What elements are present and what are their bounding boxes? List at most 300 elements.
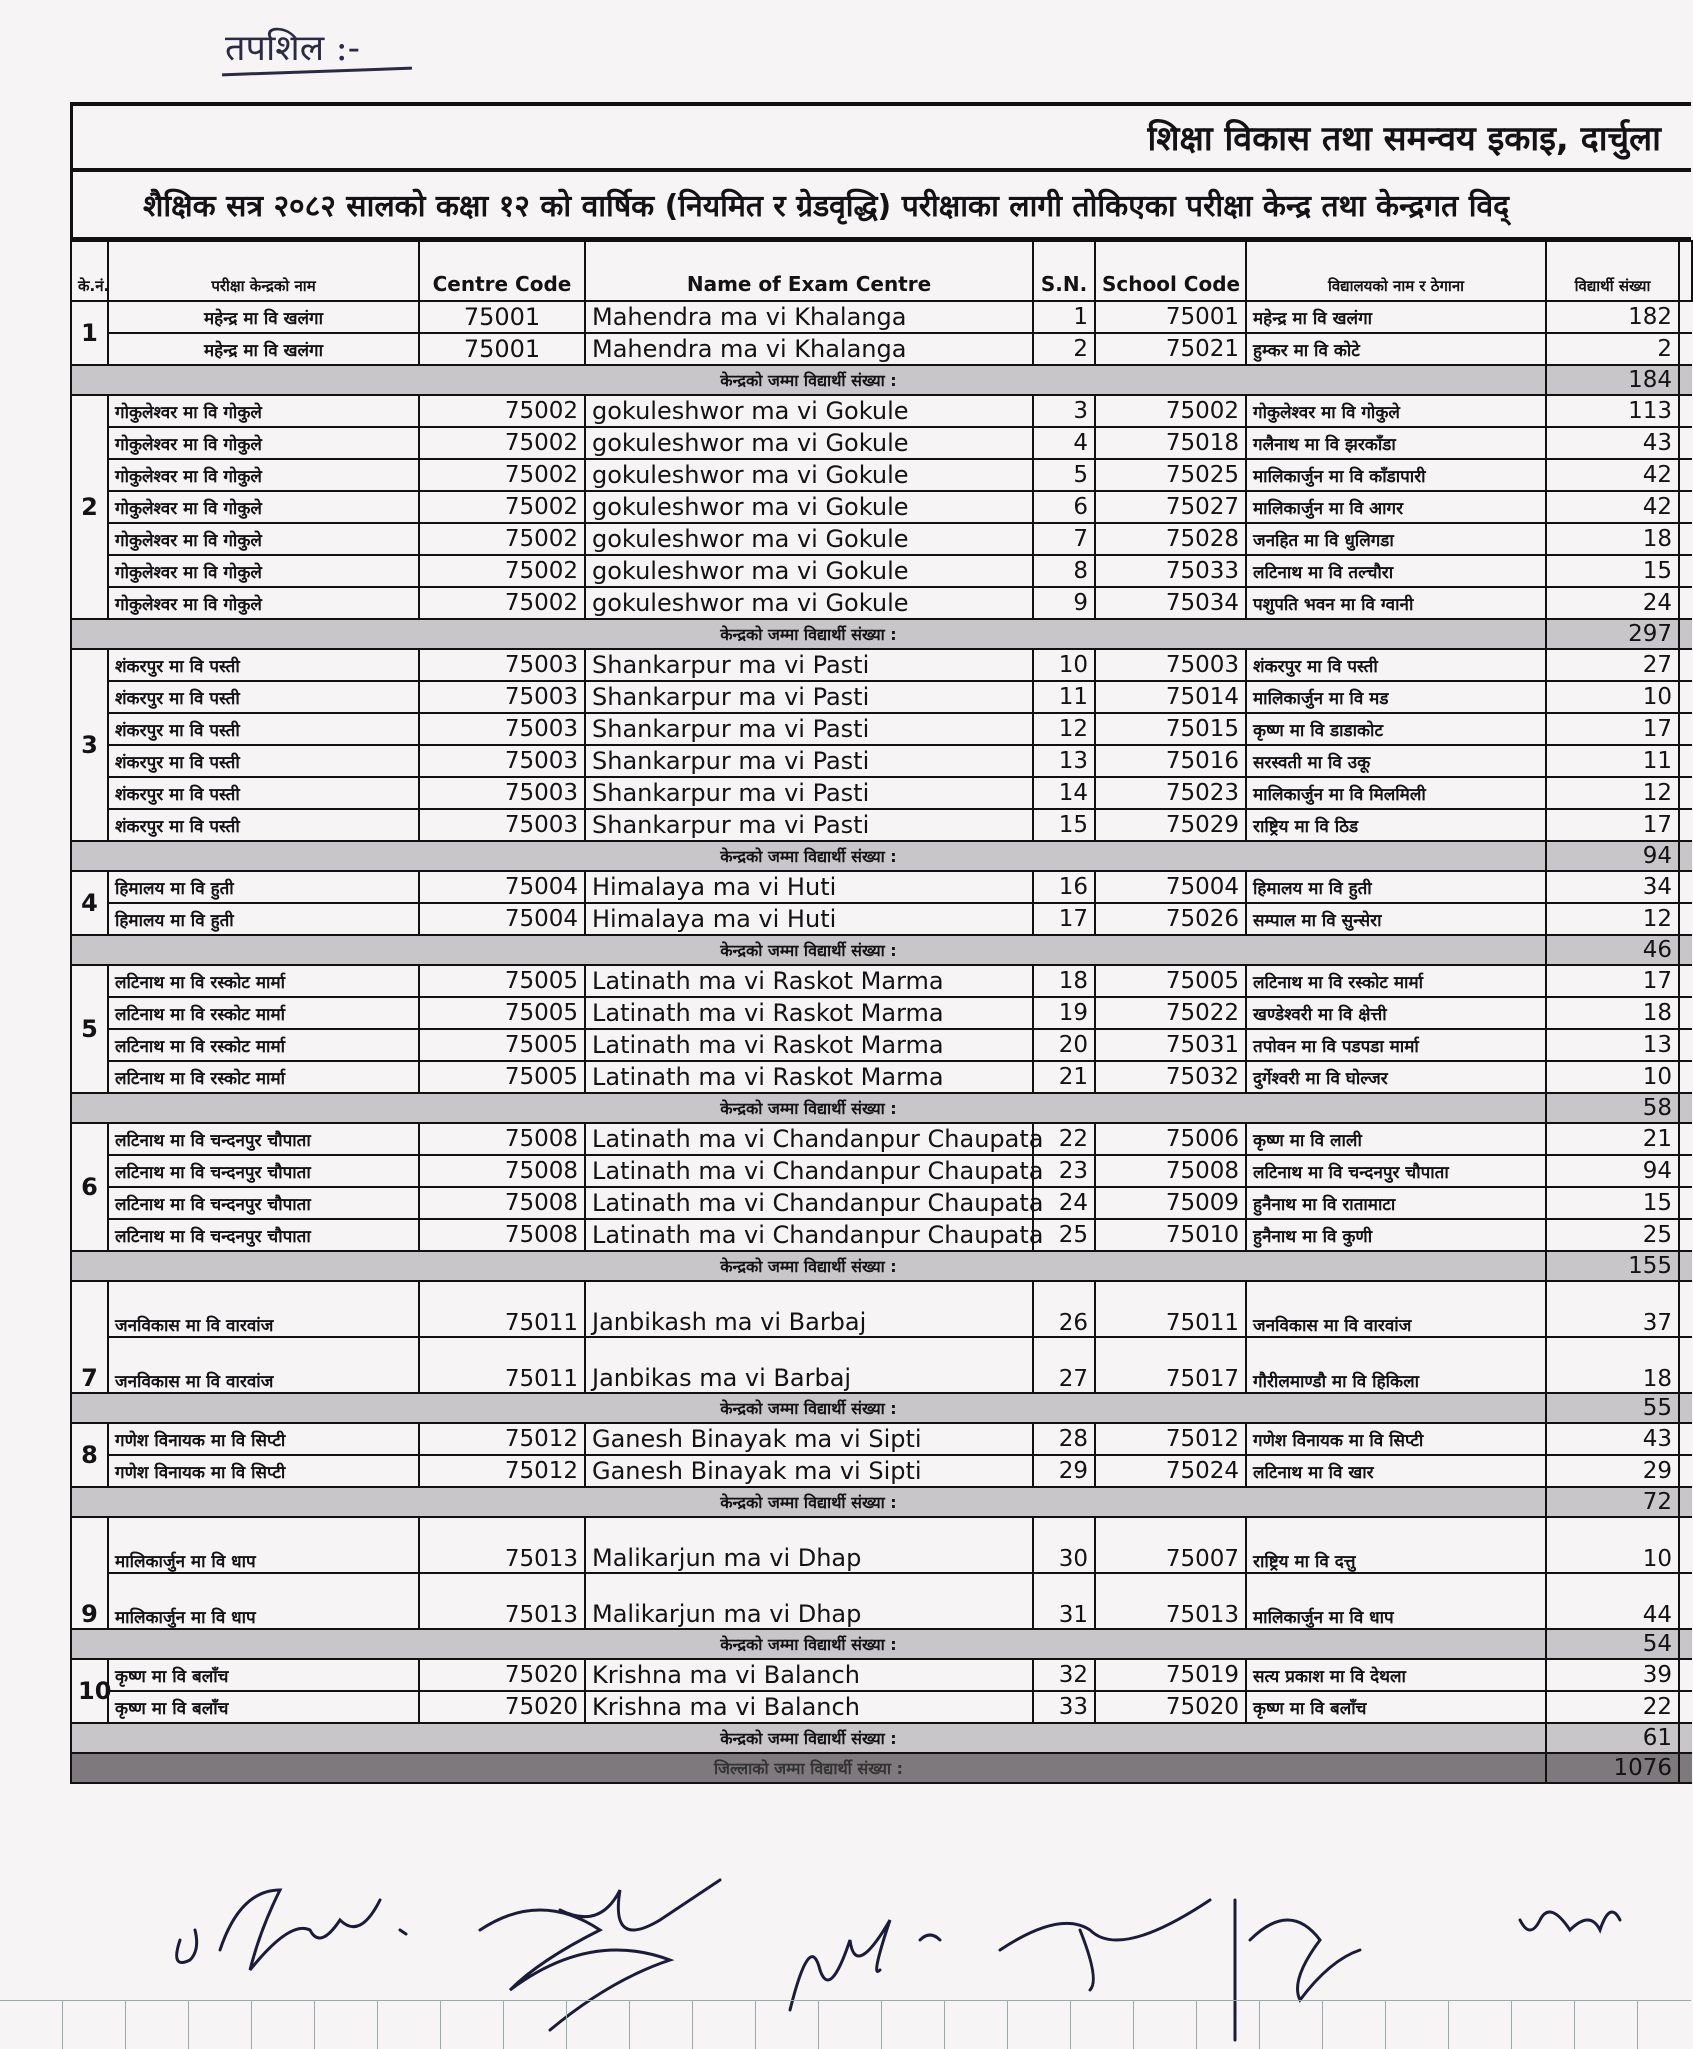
school-code: 75001 (1095, 301, 1246, 333)
table-row (71, 1455, 1692, 1487)
centre-code: 75005 (419, 1029, 585, 1061)
subtotal-row (71, 1251, 1692, 1281)
school-name-nepali: गणेश विनायक मा वि सिप्टी (1246, 1423, 1546, 1455)
cutoff-column-cell (1679, 459, 1692, 491)
table-row (71, 681, 1692, 713)
serial-number: 30 (1033, 1517, 1095, 1573)
col-header-kn: के.नं. (71, 241, 108, 301)
cutoff-column-cell (1679, 301, 1692, 333)
school-code: 75015 (1095, 713, 1246, 745)
centre-name-english: Shankarpur ma vi Pasti (585, 745, 1033, 777)
school-name-nepali: लटिनाथ मा वि तल्चौरा (1246, 555, 1546, 587)
subtotal-value: 94 (1546, 841, 1679, 871)
school-name-nepali: सरस्वती मा वि उकू (1246, 745, 1546, 777)
school-code: 75033 (1095, 555, 1246, 587)
centre-name-nepali: गोकुलेश्वर मा वि गोकुले (108, 587, 419, 619)
subtitle-row (70, 168, 1691, 240)
centre-code: 75003 (419, 809, 585, 841)
centre-name-english: Krishna ma vi Balanch (585, 1659, 1033, 1691)
subtotal-row (71, 619, 1692, 649)
school-name-nepali: लटिनाथ मा वि खार (1246, 1455, 1546, 1487)
subtotal-row (71, 1487, 1692, 1517)
school-code: 75021 (1095, 333, 1246, 365)
subtotal-row (71, 1723, 1692, 1753)
serial-number: 29 (1033, 1455, 1095, 1487)
centre-name-nepali: मालिकार्जुन मा वि धाप (108, 1517, 419, 1573)
school-code: 75029 (1095, 809, 1246, 841)
signature-1 (177, 1890, 406, 1970)
centre-code: 75002 (419, 523, 585, 555)
subtotal-row (71, 1093, 1692, 1123)
centre-number: 9 (71, 1517, 108, 1629)
school-code: 75027 (1095, 491, 1246, 523)
centre-code: 75003 (419, 649, 585, 681)
table-row (71, 713, 1692, 745)
col-header-centre-np: परीक्षा केन्द्रको नाम (108, 241, 419, 301)
student-count: 25 (1546, 1219, 1679, 1251)
table-row (71, 301, 1692, 333)
student-count: 182 (1546, 301, 1679, 333)
school-code: 75014 (1095, 681, 1246, 713)
cutoff-column-cell (1679, 713, 1692, 745)
centre-name-english: Mahendra ma vi Khalanga (585, 333, 1033, 365)
centre-name-english: Latinath ma vi Chandanpur Chaupata (585, 1187, 1033, 1219)
centre-name-nepali: लटिनाथ मा वि रस्कोट मार्मा (108, 965, 419, 997)
centre-name-nepali: हिमालय मा वि हुती (108, 871, 419, 903)
table-row (71, 1029, 1692, 1061)
subtotal-label: केन्द्रको जम्मा विद्यार्थी संख्या : (71, 1393, 1546, 1423)
student-count: 10 (1546, 1517, 1679, 1573)
col-header-cutoff (1679, 241, 1692, 301)
table-row (71, 903, 1692, 935)
centre-name-nepali: शंकरपुर मा वि पस्ती (108, 809, 419, 841)
centre-code: 75002 (419, 587, 585, 619)
centre-number: 8 (71, 1423, 108, 1487)
centre-name-english: Krishna ma vi Balanch (585, 1691, 1033, 1723)
centre-code: 75002 (419, 459, 585, 491)
centre-code: 75011 (419, 1281, 585, 1337)
serial-number: 33 (1033, 1691, 1095, 1723)
serial-number: 28 (1033, 1423, 1095, 1455)
school-code: 75028 (1095, 523, 1246, 555)
centre-name-english: Malikarjun ma vi Dhap (585, 1573, 1033, 1629)
table-row (71, 587, 1692, 619)
serial-number: 21 (1033, 1061, 1095, 1093)
cutoff-column-cell (1679, 365, 1692, 395)
school-name-nepali: मालिकार्जुन मा वि काँडापारी (1246, 459, 1546, 491)
school-name-nepali: कृष्ण मा वि बलाँच (1246, 1691, 1546, 1723)
grand-total-value: 1076 (1546, 1753, 1679, 1783)
cutoff-column-cell (1679, 395, 1692, 427)
centre-code: 75002 (419, 395, 585, 427)
student-count: 43 (1546, 427, 1679, 459)
centre-name-english: Shankarpur ma vi Pasti (585, 649, 1033, 681)
subtotal-label: केन्द्रको जम्मा विद्यार्थी संख्या : (71, 1723, 1546, 1753)
subtotal-value: 46 (1546, 935, 1679, 965)
centre-name-english: Janbikas ma vi Barbaj (585, 1337, 1033, 1393)
cutoff-column-cell (1679, 903, 1692, 935)
table-row (71, 1219, 1692, 1251)
cutoff-column-cell (1679, 1029, 1692, 1061)
cutoff-column-cell (1679, 1281, 1692, 1337)
cutoff-column-cell (1679, 1393, 1692, 1423)
cutoff-column-cell (1679, 777, 1692, 809)
centre-name-nepali: गोकुलेश्वर मा वि गोकुले (108, 491, 419, 523)
table-row (71, 649, 1692, 681)
centre-name-english: Shankarpur ma vi Pasti (585, 809, 1033, 841)
school-name-nepali: शंकरपुर मा वि पस्ती (1246, 649, 1546, 681)
cutoff-column-cell (1679, 1423, 1692, 1455)
school-name-nepali: हुनैनाथ मा वि रातामाटा (1246, 1187, 1546, 1219)
student-count: 21 (1546, 1123, 1679, 1155)
centre-name-english: gokuleshwor ma vi Gokule (585, 427, 1033, 459)
table-row (71, 1337, 1692, 1393)
student-count: 15 (1546, 1187, 1679, 1219)
centre-name-nepali: शंकरपुर मा वि पस्ती (108, 777, 419, 809)
centre-name-english: Janbikash ma vi Barbaj (585, 1281, 1033, 1337)
serial-number: 14 (1033, 777, 1095, 809)
school-code: 75022 (1095, 997, 1246, 1029)
centre-code: 75002 (419, 555, 585, 587)
centre-code: 75013 (419, 1573, 585, 1629)
cutoff-column-cell (1679, 965, 1692, 997)
centre-number: 3 (71, 649, 108, 841)
school-code: 75006 (1095, 1123, 1246, 1155)
student-count: 42 (1546, 459, 1679, 491)
school-name-nepali: जनविकास मा वि वारवांज (1246, 1281, 1546, 1337)
cutoff-column-cell (1679, 491, 1692, 523)
school-code: 75002 (1095, 395, 1246, 427)
centre-code: 75013 (419, 1517, 585, 1573)
cutoff-column-cell (1679, 745, 1692, 777)
centre-name-english: gokuleshwor ma vi Gokule (585, 587, 1033, 619)
centre-name-nepali: लटिनाथ मा वि रस्कोट मार्मा (108, 1061, 419, 1093)
signature-3 (790, 1920, 940, 2010)
school-name-nepali: तपोवन मा वि पडपडा मार्मा (1246, 1029, 1546, 1061)
centre-name-nepali: शंकरपुर मा वि पस्ती (108, 713, 419, 745)
centre-code: 75004 (419, 871, 585, 903)
table-row (71, 809, 1692, 841)
centre-code: 75003 (419, 777, 585, 809)
table-row (71, 1573, 1692, 1629)
office-title: शिक्षा विकास तथा समन्वय इकाइ, दार्चुला (1147, 119, 1661, 159)
cutoff-column-cell (1679, 333, 1692, 365)
subtotal-label: केन्द्रको जम्मा विद्यार्थी संख्या : (71, 1487, 1546, 1517)
student-count: 17 (1546, 809, 1679, 841)
student-count: 11 (1546, 745, 1679, 777)
centre-code: 75012 (419, 1423, 585, 1455)
centre-name-nepali: हिमालय मा वि हुती (108, 903, 419, 935)
centre-code: 75005 (419, 965, 585, 997)
school-code: 75013 (1095, 1573, 1246, 1629)
school-name-nepali: राष्ट्रिय मा वि ठिड (1246, 809, 1546, 841)
school-name-nepali: हिमालय मा वि हुती (1246, 871, 1546, 903)
centre-name-nepali: महेन्द्र मा वि खलंगा (108, 301, 419, 333)
centre-code: 75005 (419, 1061, 585, 1093)
exam-centre-table (70, 240, 1693, 1784)
school-code: 75012 (1095, 1423, 1246, 1455)
table-row (71, 1691, 1692, 1723)
subtotal-row (71, 1629, 1692, 1659)
student-count: 15 (1546, 555, 1679, 587)
serial-number: 23 (1033, 1155, 1095, 1187)
cutoff-column-cell (1679, 427, 1692, 459)
serial-number: 9 (1033, 587, 1095, 619)
serial-number: 22 (1033, 1123, 1095, 1155)
school-code: 75008 (1095, 1155, 1246, 1187)
centre-name-english: gokuleshwor ma vi Gokule (585, 491, 1033, 523)
school-code: 75010 (1095, 1219, 1246, 1251)
cutoff-column-cell (1679, 523, 1692, 555)
centre-code: 75003 (419, 681, 585, 713)
centre-name-english: Himalaya ma vi Huti (585, 871, 1033, 903)
centre-name-english: Latinath ma vi Raskot Marma (585, 997, 1033, 1029)
cutoff-column-cell (1679, 1659, 1692, 1691)
subtotal-value: 55 (1546, 1393, 1679, 1423)
centre-code: 75020 (419, 1659, 585, 1691)
centre-code: 75008 (419, 1219, 585, 1251)
table-row (71, 1659, 1692, 1691)
table-row (71, 1187, 1692, 1219)
centre-number: 1 (71, 301, 108, 365)
student-count: 17 (1546, 713, 1679, 745)
centre-code: 75004 (419, 903, 585, 935)
school-name-nepali: हुनैनाथ मा वि कुणी (1246, 1219, 1546, 1251)
subtotal-row (71, 1393, 1692, 1423)
subtotal-label: केन्द्रको जम्मा विद्यार्थी संख्या : (71, 841, 1546, 871)
cutoff-column-cell (1679, 1187, 1692, 1219)
centre-code: 75008 (419, 1155, 585, 1187)
subtotal-row (71, 935, 1692, 965)
subtotal-label: केन्द्रको जम्मा विद्यार्थी संख्या : (71, 935, 1546, 965)
student-count: 10 (1546, 681, 1679, 713)
col-header-sn: S.N. (1033, 241, 1095, 301)
student-count: 18 (1546, 523, 1679, 555)
centre-name-nepali: गोकुलेश्वर मा वि गोकुले (108, 427, 419, 459)
serial-number: 18 (1033, 965, 1095, 997)
cutoff-column-cell (1679, 809, 1692, 841)
col-header-students: विद्यार्थी संख्या (1546, 241, 1679, 301)
cutoff-column-cell (1679, 555, 1692, 587)
serial-number: 3 (1033, 395, 1095, 427)
cutoff-column-cell (1679, 681, 1692, 713)
centre-name-nepali: मालिकार्जुन मा वि धाप (108, 1573, 419, 1629)
centre-name-english: Mahendra ma vi Khalanga (585, 301, 1033, 333)
table-row (71, 1423, 1692, 1455)
table-row (71, 1517, 1692, 1573)
school-code: 75023 (1095, 777, 1246, 809)
subtotal-value: 155 (1546, 1251, 1679, 1281)
centre-name-english: Ganesh Binayak ma vi Sipti (585, 1423, 1033, 1455)
centre-name-nepali: लटिनाथ मा वि चन्दनपुर चौपाता (108, 1219, 419, 1251)
school-code: 75031 (1095, 1029, 1246, 1061)
school-name-nepali: दुर्गेश्वरी मा वि घोल्जर (1246, 1061, 1546, 1093)
subtotal-value: 61 (1546, 1723, 1679, 1753)
school-code: 75020 (1095, 1691, 1246, 1723)
exam-centre-sheet (70, 102, 1691, 1784)
cutoff-column-cell (1679, 1629, 1692, 1659)
school-name-nepali: गोकुलेश्वर मा वि गोकुले (1246, 395, 1546, 427)
student-count: 44 (1546, 1573, 1679, 1629)
subtotal-row (71, 365, 1692, 395)
student-count: 13 (1546, 1029, 1679, 1061)
table-row (71, 1155, 1692, 1187)
school-code: 75018 (1095, 427, 1246, 459)
table-row (71, 997, 1692, 1029)
column-header-row (71, 241, 1692, 301)
cutoff-column-cell (1679, 1573, 1692, 1629)
subtotal-label: केन्द्रको जम्मा विद्यार्थी संख्या : (71, 619, 1546, 649)
centre-name-english: Shankarpur ma vi Pasti (585, 777, 1033, 809)
centre-name-english: gokuleshwor ma vi Gokule (585, 395, 1033, 427)
handwritten-note: तपशिल :- (225, 28, 360, 69)
centre-number: 2 (71, 395, 108, 619)
centre-number: 10 (71, 1659, 108, 1723)
centre-name-english: Latinath ma vi Raskot Marma (585, 1061, 1033, 1093)
centre-code: 75008 (419, 1123, 585, 1155)
serial-number: 5 (1033, 459, 1095, 491)
serial-number: 26 (1033, 1281, 1095, 1337)
school-code: 75024 (1095, 1455, 1246, 1487)
cutoff-column-cell (1679, 1455, 1692, 1487)
centre-name-nepali: गोकुलेश्वर मा वि गोकुले (108, 523, 419, 555)
school-code: 75011 (1095, 1281, 1246, 1337)
centre-name-english: gokuleshwor ma vi Gokule (585, 523, 1033, 555)
centre-name-english: Ganesh Binayak ma vi Sipti (585, 1455, 1033, 1487)
cutoff-column-cell (1679, 1691, 1692, 1723)
centre-name-nepali: गोकुलेश्वर मा वि गोकुले (108, 459, 419, 491)
centre-code: 75001 (419, 301, 585, 333)
subtotal-value: 184 (1546, 365, 1679, 395)
school-code: 75034 (1095, 587, 1246, 619)
cutoff-column-cell (1679, 1337, 1692, 1393)
centre-name-nepali: लटिनाथ मा वि रस्कोट मार्मा (108, 1029, 419, 1061)
centre-name-english: Latinath ma vi Raskot Marma (585, 965, 1033, 997)
table-row (71, 777, 1692, 809)
subtotal-value: 58 (1546, 1093, 1679, 1123)
centre-number: 6 (71, 1123, 108, 1251)
notebook-grid (0, 2000, 1691, 2049)
centre-name-nepali: लटिनाथ मा वि चन्दनपुर चौपाता (108, 1123, 419, 1155)
school-code: 75025 (1095, 459, 1246, 491)
cutoff-column-cell (1679, 649, 1692, 681)
student-count: 2 (1546, 333, 1679, 365)
subtotal-label: केन्द्रको जम्मा विद्यार्थी संख्या : (71, 365, 1546, 395)
cutoff-column-cell (1679, 619, 1692, 649)
table-row (71, 427, 1692, 459)
school-code: 75017 (1095, 1337, 1246, 1393)
school-name-nepali: लटिनाथ मा वि रस्कोट मार्मा (1246, 965, 1546, 997)
school-code: 75009 (1095, 1187, 1246, 1219)
school-name-nepali: मालिकार्जुन मा वि मड (1246, 681, 1546, 713)
col-header-centre-en: Name of Exam Centre (585, 241, 1033, 301)
table-row (71, 395, 1692, 427)
serial-number: 7 (1033, 523, 1095, 555)
table-row (71, 459, 1692, 491)
cutoff-column-cell (1679, 841, 1692, 871)
centre-code: 75011 (419, 1337, 585, 1393)
school-name-nepali: हुम्कर मा वि कोटे (1246, 333, 1546, 365)
centre-code: 75001 (419, 333, 585, 365)
school-name-nepali: गौरीलमाण्डौ मा वि हिकिला (1246, 1337, 1546, 1393)
serial-number: 6 (1033, 491, 1095, 523)
centre-code: 75003 (419, 745, 585, 777)
cutoff-column-cell (1679, 1123, 1692, 1155)
cutoff-column-cell (1679, 1753, 1692, 1783)
centre-name-nepali: कृष्ण मा वि बलाँच (108, 1659, 419, 1691)
serial-number: 17 (1033, 903, 1095, 935)
subtotal-label: केन्द्रको जम्मा विद्यार्थी संख्या : (71, 1251, 1546, 1281)
serial-number: 15 (1033, 809, 1095, 841)
table-row (71, 523, 1692, 555)
centre-name-nepali: जनविकास मा वि वारवांज (108, 1281, 419, 1337)
grand-total-row (71, 1753, 1692, 1783)
school-name-nepali: राष्ट्रिय मा वि दत्तु (1246, 1517, 1546, 1573)
serial-number: 32 (1033, 1659, 1095, 1691)
subtotal-value: 297 (1546, 619, 1679, 649)
table-row (71, 1061, 1692, 1093)
subtotal-row (71, 841, 1692, 871)
cutoff-column-cell (1679, 1723, 1692, 1753)
centre-name-nepali: शंकरपुर मा वि पस्ती (108, 681, 419, 713)
school-code: 75019 (1095, 1659, 1246, 1691)
serial-number: 27 (1033, 1337, 1095, 1393)
centre-name-english: Malikarjun ma vi Dhap (585, 1517, 1033, 1573)
table-body (71, 301, 1692, 1783)
student-count: 37 (1546, 1281, 1679, 1337)
student-count: 42 (1546, 491, 1679, 523)
centre-code: 75002 (419, 491, 585, 523)
school-name-nepali: जनहित मा वि धुलिगडा (1246, 523, 1546, 555)
document-subtitle: शैक्षिक सत्र २०८२ सालको कक्षा १२ को वार्षिक (नियमित र ग्रेडवृद्धि) परीक्षाका लागी तोकिएका परीक्षा केन्द्र तथा केन्द्रगत विद् (143, 189, 1510, 224)
cutoff-column-cell (1679, 587, 1692, 619)
school-name-nepali: कृष्ण मा वि लाली (1246, 1123, 1546, 1155)
cutoff-column-cell (1679, 935, 1692, 965)
cutoff-column-cell (1679, 1219, 1692, 1251)
serial-number: 11 (1033, 681, 1095, 713)
centre-name-nepali: गणेश विनायक मा वि सिप्टी (108, 1455, 419, 1487)
school-code: 75003 (1095, 649, 1246, 681)
serial-number: 20 (1033, 1029, 1095, 1061)
subtotal-label: केन्द्रको जम्मा विद्यार्थी संख्या : (71, 1093, 1546, 1123)
serial-number: 12 (1033, 713, 1095, 745)
centre-name-nepali: कृष्ण मा वि बलाँच (108, 1691, 419, 1723)
school-code: 75016 (1095, 745, 1246, 777)
centre-name-nepali: शंकरपुर मा वि पस्ती (108, 745, 419, 777)
centre-number: 7 (71, 1281, 108, 1393)
school-name-nepali: मालिकार्जुन मा वि आगर (1246, 491, 1546, 523)
cutoff-column-cell (1679, 1061, 1692, 1093)
table-row (71, 965, 1692, 997)
centre-code: 75003 (419, 713, 585, 745)
school-name-nepali: मालिकार्जुन मा वि मिलमिली (1246, 777, 1546, 809)
centre-name-english: Himalaya ma vi Huti (585, 903, 1033, 935)
student-count: 18 (1546, 997, 1679, 1029)
cutoff-column-cell (1679, 871, 1692, 903)
signature-4 (1000, 1900, 1210, 1990)
centre-number: 4 (71, 871, 108, 935)
centre-name-nepali: गोकुलेश्वर मा वि गोकुले (108, 395, 419, 427)
centre-name-english: Latinath ma vi Raskot Marma (585, 1029, 1033, 1061)
col-header-school-np: विद्यालयको नाम र ठेगाना (1246, 241, 1546, 301)
student-count: 39 (1546, 1659, 1679, 1691)
centre-name-nepali: गणेश विनायक मा वि सिप्टी (108, 1423, 419, 1455)
serial-number: 8 (1033, 555, 1095, 587)
centre-name-english: Latinath ma vi Chandanpur Chaupata (585, 1155, 1033, 1187)
centre-code: 75002 (419, 427, 585, 459)
table-row (71, 555, 1692, 587)
serial-number: 13 (1033, 745, 1095, 777)
